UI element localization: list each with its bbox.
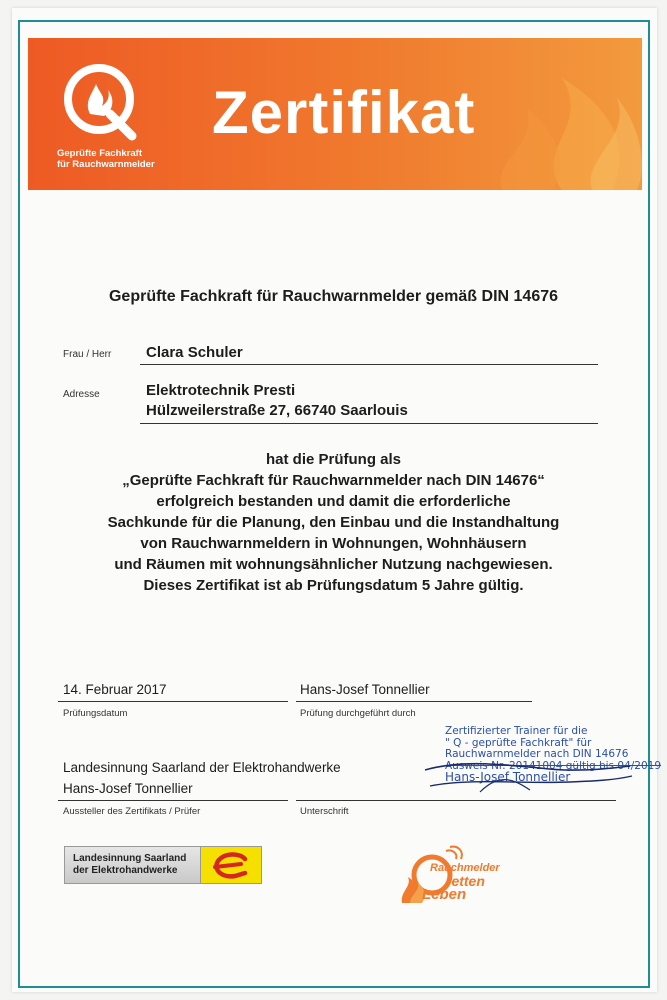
recipient-name: Clara Schuler	[146, 344, 243, 361]
q-fachkraft-logo-icon	[62, 62, 142, 142]
examiner-label: Prüfung durchgeführt durch	[300, 708, 416, 719]
body-line: hat die Prüfung als	[265, 451, 401, 468]
stamp-line: Zertifizierter Trainer für die	[445, 725, 588, 737]
signature-line	[296, 800, 616, 801]
exam-date: 14. Februar 2017	[63, 682, 167, 697]
body-line: erfolgreich bestanden und damit die erforderliche	[156, 493, 511, 510]
examiner-name: Hans-Josef Tonnellier	[300, 682, 430, 697]
certificate-body	[0, 449, 667, 596]
body-line: „Geprüfte Fachkraft für Rauchwarnmelder nach DIN 14676“	[122, 472, 545, 489]
exam-date-line	[58, 701, 288, 702]
address-line	[140, 423, 598, 424]
examiner-line	[296, 701, 532, 702]
stamp-line: Rauchwarnmelder nach DIN 14676	[445, 748, 629, 760]
badge-text: Landesinnung Saarland der Elektrohandwerke	[73, 853, 187, 876]
address-line-2: Hülzweilerstraße 27, 66740 Saarlouis	[146, 402, 408, 419]
body-line: und Räumen mit wohnungsähnlicher Nutzung nachgewiesen.	[114, 556, 553, 573]
name-line	[140, 364, 598, 365]
address-line-1: Elektrotechnik Presti	[146, 382, 296, 399]
e-marken-icon	[200, 846, 262, 884]
exam-date-label: Prüfungsdatum	[63, 708, 128, 719]
rml-line-2: retten	[446, 873, 485, 889]
body-line: Sachkunde für die Planung, den Einbau und die Instandhaltung	[107, 514, 560, 531]
stamp-line: " Q - geprüfte Fachkraft" für	[445, 736, 592, 749]
issuer-person: Hans-Josef Tonnellier	[63, 781, 193, 796]
stamp-line: Ausweis Nr. 20141004 gültig bis 04/2019	[445, 759, 662, 772]
body-line: von Rauchwarnmeldern in Wohnungen, Wohnhäusern	[140, 535, 527, 552]
stamp-line: Hans-Josef Tonnellier	[445, 770, 571, 784]
issuer-org: Landesinnung Saarland der Elektrohandwerke	[63, 760, 341, 775]
signature-label: Unterschrift	[300, 806, 349, 817]
logo-caption: Geprüfte Fachkraft für Rauchwarnmelder	[57, 148, 155, 170]
certificate-heading: Geprüfte Fachkraft für Rauchwarnmelder gemäß DIN 14676	[108, 288, 559, 305]
address-label: Adresse	[63, 389, 100, 400]
rml-line-3: Leben	[422, 886, 467, 903]
issuer-line	[58, 800, 288, 801]
signature-scribble-icon	[420, 750, 635, 800]
name-label: Frau / Herr	[63, 349, 112, 360]
certificate-title: Zertifikat	[212, 79, 476, 146]
body-line: Dieses Zertifikat ist ab Prüfungsdatum 5 Jahre gültig.	[143, 577, 524, 594]
landesinnung-badge	[64, 846, 262, 884]
rml-line-1: Rauchmelder	[430, 862, 500, 874]
issuer-label: Aussteller des Zertifikats / Prüfer	[63, 806, 201, 817]
